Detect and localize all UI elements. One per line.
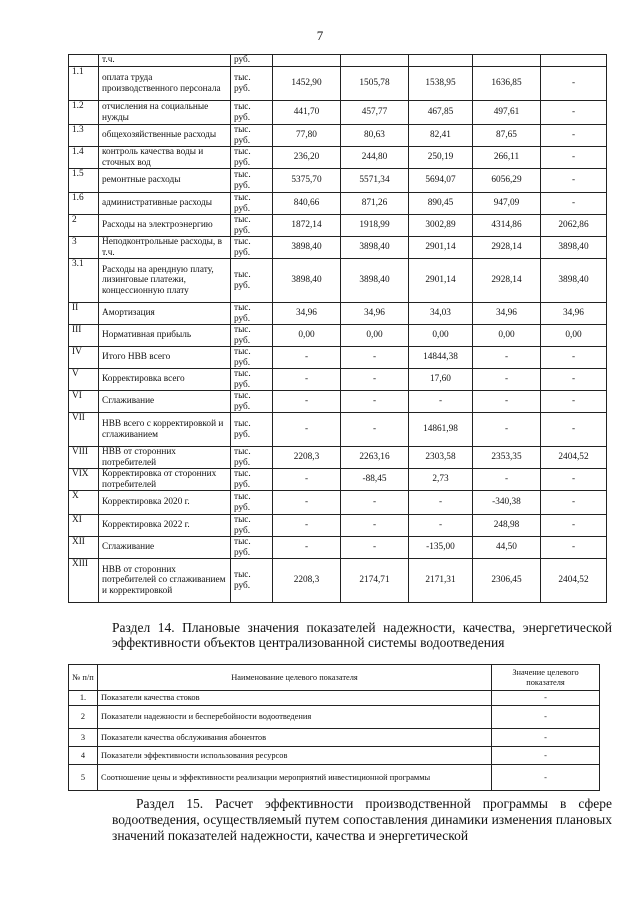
value-4: - bbox=[473, 369, 541, 391]
budget-row bbox=[69, 169, 607, 193]
value-4: 34,96 bbox=[473, 303, 541, 325]
value-5: - bbox=[541, 125, 607, 147]
item-name: НВВ всего с корректировкой и сглаживанием bbox=[99, 413, 231, 447]
row-number: XI bbox=[69, 515, 99, 537]
value-5: - bbox=[541, 193, 607, 215]
value-5: 34,96 bbox=[541, 303, 607, 325]
value-1 bbox=[273, 55, 341, 67]
indicator-number: 4 bbox=[69, 747, 98, 765]
indicator-number: 2 bbox=[69, 706, 98, 729]
unit: тыс. руб. bbox=[231, 325, 273, 347]
indicator-value: - bbox=[492, 765, 600, 791]
item-name: НВВ от сторонних потребителей со сглаживанием и корректировкой bbox=[99, 559, 231, 603]
budget-row bbox=[69, 101, 607, 125]
item-name: отчисления на социальные нужды bbox=[99, 101, 231, 125]
row-number: XIII bbox=[69, 559, 99, 603]
value-5: - bbox=[541, 391, 607, 413]
value-3: 2303,58 bbox=[409, 447, 473, 469]
item-name: Сглаживание bbox=[99, 537, 231, 559]
value-3: -135,00 bbox=[409, 537, 473, 559]
budget-row bbox=[69, 325, 607, 347]
row-number: V bbox=[69, 369, 99, 391]
section-15-paragraph: Раздел 15. Расчет эффективности производственной программы в сфере водоотведения, осуществляемый путем сопоставления динамики изменения плановых значений показателей надежности, качества и энергетической bbox=[112, 796, 612, 843]
value-2: 3898,40 bbox=[341, 237, 409, 259]
item-name: административные расходы bbox=[99, 193, 231, 215]
value-3: 250,19 bbox=[409, 147, 473, 169]
budget-row bbox=[69, 215, 607, 237]
value-3: 1538,95 bbox=[409, 67, 473, 101]
value-5: - bbox=[541, 101, 607, 125]
budget-row bbox=[69, 515, 607, 537]
value-5: 2404,52 bbox=[541, 447, 607, 469]
value-3: 2901,14 bbox=[409, 237, 473, 259]
value-4: 248,98 bbox=[473, 515, 541, 537]
value-1: - bbox=[273, 347, 341, 369]
item-name: Корректировка 2022 г. bbox=[99, 515, 231, 537]
unit: тыс. руб. bbox=[231, 447, 273, 469]
value-1: 236,20 bbox=[273, 147, 341, 169]
unit: тыс. руб. bbox=[231, 491, 273, 515]
value-5: - bbox=[541, 369, 607, 391]
unit: тыс. руб. bbox=[231, 303, 273, 325]
value-3: - bbox=[409, 391, 473, 413]
item-name: общехозяйственные расходы bbox=[99, 125, 231, 147]
indicator-value: - bbox=[492, 691, 600, 706]
indicator-row bbox=[69, 691, 600, 706]
row-number: 3.1 bbox=[69, 259, 99, 303]
value-1: 3898,40 bbox=[273, 237, 341, 259]
value-4 bbox=[473, 55, 541, 67]
value-5: - bbox=[541, 347, 607, 369]
value-2: 0,00 bbox=[341, 325, 409, 347]
value-4: - bbox=[473, 413, 541, 447]
budget-row bbox=[69, 369, 607, 391]
value-4: 1636,85 bbox=[473, 67, 541, 101]
value-4: -340,38 bbox=[473, 491, 541, 515]
value-3: 467,85 bbox=[409, 101, 473, 125]
unit: тыс. руб. bbox=[231, 413, 273, 447]
row-number: 1.5 bbox=[69, 169, 99, 193]
header-no: № п/п bbox=[69, 665, 98, 691]
unit: тыс. руб. bbox=[231, 391, 273, 413]
value-5: - bbox=[541, 169, 607, 193]
row-number: XII bbox=[69, 537, 99, 559]
indicator-row bbox=[69, 765, 600, 791]
row-number bbox=[69, 55, 99, 67]
item-name: контроль качества воды и сточных вод bbox=[99, 147, 231, 169]
indicator-name: Показатели качества обслуживания абонентов bbox=[98, 729, 492, 747]
budget-row bbox=[69, 559, 607, 603]
header-name: Наименование целевого показателя bbox=[98, 665, 492, 691]
budget-row bbox=[69, 259, 607, 303]
row-number: 1.6 bbox=[69, 193, 99, 215]
value-1: - bbox=[273, 391, 341, 413]
value-5: 2062,86 bbox=[541, 215, 607, 237]
unit: тыс. руб. bbox=[231, 559, 273, 603]
value-3: 3002,89 bbox=[409, 215, 473, 237]
budget-row bbox=[69, 147, 607, 169]
budget-row bbox=[69, 391, 607, 413]
value-1: 5375,70 bbox=[273, 169, 341, 193]
item-name: Нормативная прибыль bbox=[99, 325, 231, 347]
unit: тыс. руб. bbox=[231, 347, 273, 369]
indicator-value: - bbox=[492, 729, 600, 747]
budget-table bbox=[68, 54, 607, 603]
value-3: 17,60 bbox=[409, 369, 473, 391]
value-4: 2306,45 bbox=[473, 559, 541, 603]
unit: тыс. руб. bbox=[231, 515, 273, 537]
value-2: 34,96 bbox=[341, 303, 409, 325]
value-3: 14861,98 bbox=[409, 413, 473, 447]
value-1: 2208,3 bbox=[273, 559, 341, 603]
value-5: 0,00 bbox=[541, 325, 607, 347]
row-number: VIII bbox=[69, 447, 99, 469]
value-2: 3898,40 bbox=[341, 259, 409, 303]
unit: тыс. руб. bbox=[231, 67, 273, 101]
indicator-row bbox=[69, 706, 600, 729]
value-3: - bbox=[409, 491, 473, 515]
value-2: 1505,78 bbox=[341, 67, 409, 101]
item-name: Корректировка 2020 г. bbox=[99, 491, 231, 515]
indicators-header-row bbox=[69, 665, 600, 691]
item-name: Итого НВВ всего bbox=[99, 347, 231, 369]
value-3: 2901,14 bbox=[409, 259, 473, 303]
value-1: 77,80 bbox=[273, 125, 341, 147]
indicators-table bbox=[68, 664, 600, 791]
budget-row bbox=[69, 347, 607, 369]
indicator-row bbox=[69, 747, 600, 765]
value-4: - bbox=[473, 391, 541, 413]
value-4: 947,09 bbox=[473, 193, 541, 215]
value-1: 840,66 bbox=[273, 193, 341, 215]
value-2: - bbox=[341, 369, 409, 391]
value-2: - bbox=[341, 413, 409, 447]
value-4: 2928,14 bbox=[473, 259, 541, 303]
indicator-name: Показатели качества стоков bbox=[98, 691, 492, 706]
value-1: 1872,14 bbox=[273, 215, 341, 237]
row-number: VI bbox=[69, 391, 99, 413]
indicator-number: 3 bbox=[69, 729, 98, 747]
value-1: 2208,3 bbox=[273, 447, 341, 469]
value-3: 34,03 bbox=[409, 303, 473, 325]
value-1: - bbox=[273, 491, 341, 515]
unit: тыс. руб. bbox=[231, 259, 273, 303]
unit: тыс. руб. bbox=[231, 147, 273, 169]
row-number: II bbox=[69, 303, 99, 325]
value-5: - bbox=[541, 537, 607, 559]
budget-row bbox=[69, 469, 607, 491]
unit: тыс. руб. bbox=[231, 469, 273, 491]
indicator-number: 1. bbox=[69, 691, 98, 706]
page-number: 7 bbox=[316, 28, 324, 43]
unit: тыс. руб. bbox=[231, 369, 273, 391]
value-1: 0,00 bbox=[273, 325, 341, 347]
unit: тыс. руб. bbox=[231, 193, 273, 215]
value-5: - bbox=[541, 469, 607, 491]
row-number: 3 bbox=[69, 237, 99, 259]
item-name: оплата труда производственного персонала bbox=[99, 67, 231, 101]
value-1: 1452,90 bbox=[273, 67, 341, 101]
value-2: - bbox=[341, 537, 409, 559]
indicator-name: Соотношение цены и эффективности реализации мероприятий инвестиционной программы bbox=[98, 765, 492, 791]
unit: руб. bbox=[231, 55, 273, 67]
budget-row bbox=[69, 193, 607, 215]
unit: тыс. руб. bbox=[231, 537, 273, 559]
row-number: VIX bbox=[69, 469, 99, 491]
value-5: - bbox=[541, 147, 607, 169]
indicator-value: - bbox=[492, 747, 600, 765]
value-2: - bbox=[341, 491, 409, 515]
value-3: - bbox=[409, 515, 473, 537]
indicator-name: Показатели эффективности использования ресурсов bbox=[98, 747, 492, 765]
value-5: - bbox=[541, 515, 607, 537]
value-1: - bbox=[273, 515, 341, 537]
value-5: 3898,40 bbox=[541, 237, 607, 259]
budget-row bbox=[69, 55, 607, 67]
value-2: 5571,34 bbox=[341, 169, 409, 193]
budget-row bbox=[69, 413, 607, 447]
value-2: - bbox=[341, 347, 409, 369]
indicator-row bbox=[69, 729, 600, 747]
row-number: 1.4 bbox=[69, 147, 99, 169]
value-2: 2263,16 bbox=[341, 447, 409, 469]
value-4: 87,65 bbox=[473, 125, 541, 147]
value-2: 457,77 bbox=[341, 101, 409, 125]
value-1: 34,96 bbox=[273, 303, 341, 325]
value-2: 1918,99 bbox=[341, 215, 409, 237]
budget-row bbox=[69, 537, 607, 559]
value-2: 2174,71 bbox=[341, 559, 409, 603]
value-5: - bbox=[541, 413, 607, 447]
value-3: 5694,07 bbox=[409, 169, 473, 193]
item-name: т.ч. bbox=[99, 55, 231, 67]
value-2: 871,26 bbox=[341, 193, 409, 215]
value-5 bbox=[541, 55, 607, 67]
item-name: Корректировка от сторонних потребителей bbox=[99, 469, 231, 491]
value-3: 890,45 bbox=[409, 193, 473, 215]
row-number: 2 bbox=[69, 215, 99, 237]
budget-row bbox=[69, 491, 607, 515]
value-4: 2353,35 bbox=[473, 447, 541, 469]
value-2: - bbox=[341, 391, 409, 413]
row-number: VII bbox=[69, 413, 99, 447]
item-name: Корректировка всего bbox=[99, 369, 231, 391]
unit: тыс. руб. bbox=[231, 215, 273, 237]
unit: тыс. руб. bbox=[231, 101, 273, 125]
value-4: - bbox=[473, 469, 541, 491]
value-5: - bbox=[541, 491, 607, 515]
value-1: 3898,40 bbox=[273, 259, 341, 303]
value-1: - bbox=[273, 469, 341, 491]
value-3 bbox=[409, 55, 473, 67]
value-2: -88,45 bbox=[341, 469, 409, 491]
budget-row bbox=[69, 447, 607, 469]
value-3: 2171,31 bbox=[409, 559, 473, 603]
value-1: - bbox=[273, 369, 341, 391]
row-number: 1.2 bbox=[69, 101, 99, 125]
indicator-name: Показатели надежности и бесперебойности водоотведения bbox=[98, 706, 492, 729]
item-name: Расходы на арендную плату, лизинговые платежи, концессионную плату bbox=[99, 259, 231, 303]
value-1: - bbox=[273, 413, 341, 447]
unit: тыс. руб. bbox=[231, 169, 273, 193]
section-14-heading: Раздел 14. Плановые значения показателей надежности, качества, энергетической эффективности объектов централизованной системы водоотведения bbox=[112, 620, 612, 650]
value-2 bbox=[341, 55, 409, 67]
row-number: III bbox=[69, 325, 99, 347]
item-name: Неподконтрольные расходы, в т.ч. bbox=[99, 237, 231, 259]
row-number: IV bbox=[69, 347, 99, 369]
value-3: 0,00 bbox=[409, 325, 473, 347]
value-4: 266,11 bbox=[473, 147, 541, 169]
value-1: - bbox=[273, 537, 341, 559]
value-5: 3898,40 bbox=[541, 259, 607, 303]
value-4: 6056,29 bbox=[473, 169, 541, 193]
item-name: Сглаживание bbox=[99, 391, 231, 413]
value-1: 441,70 bbox=[273, 101, 341, 125]
budget-row bbox=[69, 237, 607, 259]
value-4: 0,00 bbox=[473, 325, 541, 347]
budget-row bbox=[69, 67, 607, 101]
item-name: ремонтные расходы bbox=[99, 169, 231, 193]
unit: тыс. руб. bbox=[231, 125, 273, 147]
item-name: Расходы на электроэнергию bbox=[99, 215, 231, 237]
value-5: 2404,52 bbox=[541, 559, 607, 603]
value-5: - bbox=[541, 67, 607, 101]
value-4: 44,50 bbox=[473, 537, 541, 559]
value-4: - bbox=[473, 347, 541, 369]
indicator-number: 5 bbox=[69, 765, 98, 791]
value-2: 80,63 bbox=[341, 125, 409, 147]
budget-row bbox=[69, 303, 607, 325]
header-value: Значение целевого показателя bbox=[492, 665, 600, 691]
indicator-value: - bbox=[492, 706, 600, 729]
item-name: Амортизация bbox=[99, 303, 231, 325]
value-4: 2928,14 bbox=[473, 237, 541, 259]
value-2: - bbox=[341, 515, 409, 537]
value-4: 497,61 bbox=[473, 101, 541, 125]
value-3: 2,73 bbox=[409, 469, 473, 491]
item-name: НВВ от сторонних потребителей bbox=[99, 447, 231, 469]
row-number: X bbox=[69, 491, 99, 515]
row-number: 1.3 bbox=[69, 125, 99, 147]
value-4: 4314,86 bbox=[473, 215, 541, 237]
unit: тыс. руб. bbox=[231, 237, 273, 259]
value-2: 244,80 bbox=[341, 147, 409, 169]
row-number: 1.1 bbox=[69, 67, 99, 101]
value-3: 82,41 bbox=[409, 125, 473, 147]
value-3: 14844,38 bbox=[409, 347, 473, 369]
budget-row bbox=[69, 125, 607, 147]
